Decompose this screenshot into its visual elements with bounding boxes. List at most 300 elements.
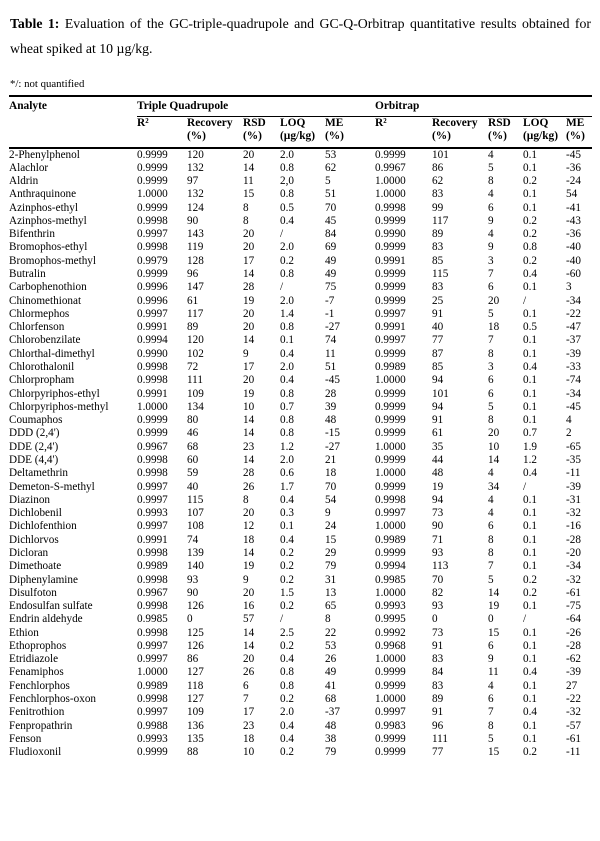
value-cell: 44 [432, 453, 444, 466]
value-cell: 0.9997 [137, 493, 168, 506]
value-cell: 102 [187, 347, 204, 360]
value-cell: / [280, 281, 284, 294]
value-cell: 0.4 [523, 666, 537, 679]
analyte-name: Diphenylamine [9, 573, 78, 586]
value-cell: -34 [566, 387, 581, 400]
value-cell: 2.0 [280, 241, 294, 254]
value-cell: / [523, 480, 527, 493]
value-cell: -64 [566, 613, 581, 626]
value-cell: -27 [325, 440, 340, 453]
value-cell: 1.0000 [375, 374, 406, 387]
value-cell: 0.4 [523, 361, 537, 373]
value-cell: 0.9997 [137, 520, 168, 533]
value-cell: 34 [488, 480, 500, 493]
value-cell: 1.0000 [375, 586, 406, 599]
value-cell: 3 [488, 361, 494, 373]
value-cell: 132 [187, 188, 204, 201]
value-cell: 15 [325, 533, 337, 546]
value-cell: 0.9997 [137, 706, 168, 719]
value-cell: 20 [243, 374, 255, 387]
value-cell: 124 [187, 201, 204, 214]
value-cell: 0.4 [280, 719, 294, 732]
value-cell: 0.1 [523, 400, 537, 413]
value-cell: 70 [325, 201, 337, 214]
value-cell: 0.9999 [375, 679, 406, 692]
value-cell: 0.9999 [137, 427, 168, 440]
value-cell: 113 [432, 560, 449, 573]
value-cell: 0.9999 [375, 546, 406, 559]
value-cell: 6 [488, 281, 494, 294]
value-cell: -7 [325, 294, 335, 307]
value-cell: -11 [566, 746, 581, 759]
value-cell: 69 [325, 241, 337, 254]
value-cell: 31 [325, 573, 337, 586]
analyte-name: Endrin aldehyde [9, 613, 83, 626]
value-cell: 49 [325, 666, 337, 679]
value-cell: 101 [432, 148, 449, 161]
table-row [9, 547, 592, 560]
value-cell: 18 [243, 533, 255, 546]
value-cell: 0.2 [523, 175, 537, 188]
table-row [9, 733, 592, 746]
value-cell: 126 [187, 639, 204, 652]
value-cell: 62 [432, 175, 444, 188]
value-cell: 25 [432, 294, 444, 307]
analyte-column-header: Analyte [9, 96, 137, 148]
table-row [9, 574, 592, 587]
value-cell: 0.4 [280, 732, 294, 745]
value-cell: 0.9999 [375, 732, 406, 745]
table-row [9, 414, 592, 427]
value-cell: 0.9999 [137, 175, 168, 188]
value-cell: 107 [187, 507, 204, 520]
value-cell: 14 [488, 453, 500, 466]
value-cell: 26 [325, 653, 337, 666]
table-caption-text: Evaluation of the GC-triple-quadrupole and GC-Q-Orbitrap quantitative results obtained for wheat spiked at 10 µg/kg. [10, 16, 591, 56]
value-cell: 8 [488, 533, 494, 546]
value-cell: 16 [243, 600, 255, 613]
value-cell: 0.9998 [137, 626, 168, 639]
table-row [9, 374, 592, 387]
table-row [9, 202, 592, 215]
value-cell: 39 [325, 400, 337, 413]
value-cell: -1 [325, 307, 335, 320]
analyte-name: Azinphos-ethyl [9, 201, 78, 214]
table-row [9, 321, 592, 334]
value-cell: 19 [432, 480, 444, 493]
value-cell: 0.5 [280, 201, 294, 214]
value-cell: 6 [488, 374, 494, 387]
value-cell: 0.9967 [375, 161, 406, 174]
value-cell: 24 [325, 520, 337, 533]
group-header-triple-quadrupole: Triple Quadrupole [137, 96, 375, 116]
value-cell: 0.8 [280, 188, 294, 201]
value-cell: 7 [243, 693, 249, 706]
value-cell: 27 [566, 679, 578, 692]
value-cell: 136 [187, 719, 204, 732]
value-cell: 0.1 [523, 148, 537, 161]
value-cell: 0.9998 [137, 600, 168, 613]
value-cell: 135 [187, 732, 204, 745]
value-cell: -43 [566, 214, 581, 227]
value-cell: 0.9997 [375, 334, 406, 347]
value-cell: 10 [243, 746, 255, 759]
value-cell: 11 [243, 175, 254, 188]
value-cell: -31 [566, 493, 581, 506]
table-row [9, 295, 592, 308]
value-cell: 15 [488, 626, 500, 639]
value-cell: 11 [488, 666, 499, 679]
analyte-name: Chlorobenzilate [9, 334, 81, 347]
col-header-orb-recovery: Recovery (%) [432, 116, 488, 148]
value-cell: 0.9998 [137, 453, 168, 466]
value-cell: 91 [432, 706, 444, 719]
value-cell: 48 [325, 414, 337, 427]
value-cell: -57 [566, 719, 581, 732]
value-cell: -32 [566, 573, 581, 586]
value-cell: 17 [243, 706, 255, 719]
value-cell: 18 [488, 321, 500, 334]
value-cell: 0.1 [523, 374, 537, 387]
col-header-tq-me: ME (%) [325, 116, 375, 148]
value-cell: 4 [488, 188, 494, 201]
value-cell: 0.9994 [137, 334, 168, 347]
analyte-name: Chlorothalonil [9, 361, 75, 373]
value-cell: -47 [566, 321, 581, 334]
value-cell: 40 [187, 480, 199, 493]
value-cell: 0.9999 [375, 387, 406, 400]
analyte-name: Fenchlorphos-oxon [9, 693, 97, 706]
value-cell: 45 [325, 214, 337, 227]
value-cell: 0.1 [523, 334, 537, 347]
value-cell: 85 [432, 361, 444, 373]
table-row [9, 720, 592, 733]
value-cell: 4 [488, 679, 494, 692]
value-cell: 0.9997 [137, 307, 168, 320]
value-cell: 97 [187, 175, 199, 188]
value-cell: 20 [243, 148, 255, 161]
value-cell: 1.0000 [375, 188, 406, 201]
value-cell: 0.9997 [375, 507, 406, 520]
value-cell: 18 [325, 467, 337, 480]
value-cell: 2.0 [280, 453, 294, 466]
value-cell: 0.1 [523, 281, 537, 294]
value-cell: 7 [488, 334, 494, 347]
value-cell: 0.1 [523, 414, 537, 427]
table-row [9, 162, 592, 175]
value-cell: 17 [243, 361, 255, 373]
value-cell: 15 [488, 746, 500, 759]
value-cell: -26 [566, 626, 581, 639]
table-row [9, 454, 592, 467]
value-cell: 1.0000 [375, 467, 406, 480]
value-cell: 91 [432, 414, 444, 427]
value-cell: 0.9995 [375, 613, 406, 626]
value-cell: 0.1 [523, 493, 537, 506]
results-table [9, 95, 592, 759]
value-cell: 109 [187, 706, 204, 719]
value-cell: 2.0 [280, 361, 294, 373]
value-cell: / [523, 294, 527, 307]
value-cell: 1.0000 [137, 666, 168, 679]
value-cell: 0.9999 [375, 453, 406, 466]
value-cell: 13 [325, 586, 337, 599]
value-cell: 70 [325, 480, 337, 493]
analyte-name: Butralin [9, 268, 46, 281]
value-cell: 0.9996 [137, 294, 168, 307]
value-cell: 0.7 [523, 427, 537, 440]
value-cell: 0.9993 [137, 732, 168, 745]
table-row [9, 281, 592, 294]
analyte-name: Deltamethrin [9, 467, 69, 480]
value-cell: -65 [566, 440, 581, 453]
table-row [9, 653, 592, 666]
col-header-orb-loq: LOQ (µg/kg) [523, 116, 566, 148]
value-cell: -40 [566, 254, 581, 267]
value-cell: 8 [488, 175, 494, 188]
value-cell: 71 [432, 533, 444, 546]
value-cell: 0.1 [523, 600, 537, 613]
value-cell: 0.9979 [137, 254, 168, 267]
value-cell: 21 [325, 453, 337, 466]
value-cell: 132 [187, 161, 204, 174]
value-cell: 0.1 [523, 679, 537, 692]
value-cell: 0.9998 [137, 361, 168, 373]
analyte-name: Ethion [9, 626, 39, 639]
value-cell: 65 [325, 600, 337, 613]
analyte-name: 2-Phenylphenol [9, 148, 80, 161]
value-cell: -32 [566, 706, 581, 719]
value-cell: 1.0000 [375, 520, 406, 533]
value-cell: 0.8 [280, 679, 294, 692]
analyte-name: Chlormephos [9, 307, 70, 320]
analyte-name: Fenamiphos [9, 666, 64, 679]
value-cell: 5 [488, 400, 494, 413]
value-cell: 35 [432, 440, 444, 453]
value-cell: 147 [187, 281, 204, 294]
value-cell: 1.0000 [137, 188, 168, 201]
analyte-name: DDD (2,4') [9, 427, 60, 440]
value-cell: 28 [325, 387, 337, 400]
value-cell: 2.0 [280, 148, 294, 161]
table-row [9, 640, 592, 653]
value-cell: 140 [187, 560, 204, 573]
value-cell: 10 [488, 440, 500, 453]
value-cell: 26 [243, 666, 255, 679]
value-cell: 2,0 [280, 175, 294, 188]
table-row [9, 268, 592, 281]
value-cell: 28 [243, 467, 255, 480]
col-header-orb-rsd: RSD (%) [488, 116, 523, 148]
analyte-name: Dichlorvos [9, 533, 59, 546]
value-cell: -11 [566, 467, 581, 480]
value-cell: 0.9992 [375, 626, 406, 639]
value-cell: 0.8 [280, 161, 294, 174]
value-cell: -39 [566, 480, 581, 493]
table-row [9, 587, 592, 600]
value-cell: -16 [566, 520, 581, 533]
value-cell: 7 [488, 560, 494, 573]
value-cell: 0.9991 [137, 533, 168, 546]
value-cell: 84 [325, 228, 337, 241]
value-cell: 82 [432, 586, 444, 599]
value-cell: 127 [187, 693, 204, 706]
value-cell: 14 [243, 334, 255, 347]
value-cell: / [523, 613, 527, 626]
value-cell: 0 [488, 613, 494, 626]
analyte-name: DDE (2,4') [9, 440, 59, 453]
value-cell: 0.9991 [375, 321, 406, 334]
analyte-name: Disulfoton [9, 586, 57, 599]
value-cell: 62 [325, 161, 337, 174]
value-cell: 15 [243, 188, 255, 201]
value-cell: 0.1 [523, 507, 537, 520]
value-cell: 127 [187, 666, 204, 679]
value-cell: 74 [187, 533, 199, 546]
value-cell: 4 [488, 228, 494, 241]
value-cell: 0.9997 [375, 706, 406, 719]
value-cell: 59 [187, 467, 199, 480]
value-cell: -61 [566, 586, 581, 599]
col-header-orb-me: ME (%) [566, 116, 592, 148]
value-cell: 8 [325, 613, 331, 626]
value-cell: 0.1 [280, 334, 294, 347]
value-cell: 0.4 [280, 214, 294, 227]
value-cell: 0.1 [280, 520, 294, 533]
value-cell: 1.0000 [375, 693, 406, 706]
value-cell: 111 [432, 732, 448, 745]
value-cell: 87 [432, 347, 444, 360]
table-row [9, 348, 592, 361]
value-cell: 0.1 [523, 520, 537, 533]
value-cell: 93 [432, 546, 444, 559]
value-cell: 0 [432, 613, 438, 626]
value-cell: 0.1 [523, 533, 537, 546]
value-cell: 0.9991 [137, 387, 168, 400]
value-cell: 0.3 [280, 507, 294, 520]
table-caption [10, 11, 591, 61]
value-cell: 86 [187, 653, 199, 666]
value-cell: 46 [187, 427, 199, 440]
table-row [9, 600, 592, 613]
value-cell: 17 [243, 254, 255, 267]
value-cell: 2.0 [280, 706, 294, 719]
value-cell: 90 [432, 520, 444, 533]
value-cell: 7 [488, 706, 494, 719]
analyte-name: Chlorfenson [9, 321, 65, 334]
value-cell: 0.1 [523, 626, 537, 639]
value-cell: 5 [488, 307, 494, 320]
value-cell: 0.1 [523, 307, 537, 320]
value-cell: 0.9997 [137, 653, 168, 666]
analyte-name: Bromophos-methyl [9, 254, 97, 267]
value-cell: 0.9967 [137, 440, 168, 453]
col-header-tq-r2: R² [137, 116, 187, 148]
value-cell: -36 [566, 228, 581, 241]
value-cell: 85 [432, 254, 444, 267]
table-row [9, 481, 592, 494]
value-cell: 0.9989 [137, 679, 168, 692]
table-row [9, 401, 592, 414]
value-cell: -45 [566, 148, 581, 161]
value-cell: 0.1 [523, 560, 537, 573]
table-row [9, 534, 592, 547]
value-cell: 14 [243, 626, 255, 639]
value-cell: -37 [566, 334, 581, 347]
value-cell: 23 [243, 440, 255, 453]
value-cell: 0.8 [280, 387, 294, 400]
value-cell: 9 [488, 214, 494, 227]
value-cell: 0.1 [523, 546, 537, 559]
analyte-name: Chlorthal-dimethyl [9, 347, 95, 360]
value-cell: 0.4 [280, 493, 294, 506]
value-cell: 51 [325, 361, 337, 373]
value-cell: 0.9996 [137, 281, 168, 294]
table-row [9, 520, 592, 533]
col-header-tq-rsd: RSD (%) [243, 116, 280, 148]
value-cell: 5 [488, 732, 494, 745]
value-cell: -45 [325, 374, 340, 387]
value-cell: 5 [325, 175, 331, 188]
value-cell: 14 [243, 161, 255, 174]
value-cell: 108 [187, 520, 204, 533]
value-cell: 0.8 [280, 427, 294, 440]
analyte-name: Bromophos-ethyl [9, 241, 88, 254]
value-cell: 9 [243, 347, 249, 360]
value-cell: 6 [488, 693, 494, 706]
value-cell: 0.2 [523, 214, 537, 227]
value-cell: 19 [488, 600, 500, 613]
value-cell: 0.1 [523, 387, 537, 400]
value-cell: 0.2 [280, 693, 294, 706]
value-cell: 1.2 [280, 440, 294, 453]
value-cell: 125 [187, 626, 204, 639]
value-cell: 74 [325, 334, 337, 347]
value-cell: 57 [243, 613, 255, 626]
value-cell: 48 [432, 467, 444, 480]
group-header-row [9, 96, 592, 116]
value-cell: 49 [325, 268, 337, 281]
analyte-name: DDE (4,4') [9, 453, 59, 466]
value-cell: 79 [325, 560, 337, 573]
value-cell: 41 [325, 679, 337, 692]
value-cell: 0.7 [280, 400, 294, 413]
table-row [9, 308, 592, 321]
analyte-name: Alachlor [9, 161, 49, 174]
value-cell: 1.2 [523, 453, 537, 466]
value-cell: 84 [432, 666, 444, 679]
value-cell: 94 [432, 374, 444, 387]
value-cell: 89 [432, 228, 444, 241]
value-cell: 14 [243, 268, 255, 281]
value-cell: 0.9968 [375, 639, 406, 652]
value-cell: -39 [566, 666, 581, 679]
value-cell: 0.9999 [137, 148, 168, 161]
value-cell: 3 [566, 281, 572, 294]
value-cell: 0.9998 [375, 493, 406, 506]
value-cell: 0.9967 [137, 586, 168, 599]
value-cell: 0.9999 [375, 347, 406, 360]
value-cell: -39 [566, 347, 581, 360]
value-cell: 101 [432, 387, 449, 400]
value-cell: 99 [432, 201, 444, 214]
value-cell: -40 [566, 241, 581, 254]
value-cell: 12 [243, 520, 255, 533]
value-cell: 4 [488, 507, 494, 520]
table-body [9, 148, 592, 760]
value-cell: 0.1 [523, 347, 537, 360]
value-cell: 20 [488, 294, 500, 307]
